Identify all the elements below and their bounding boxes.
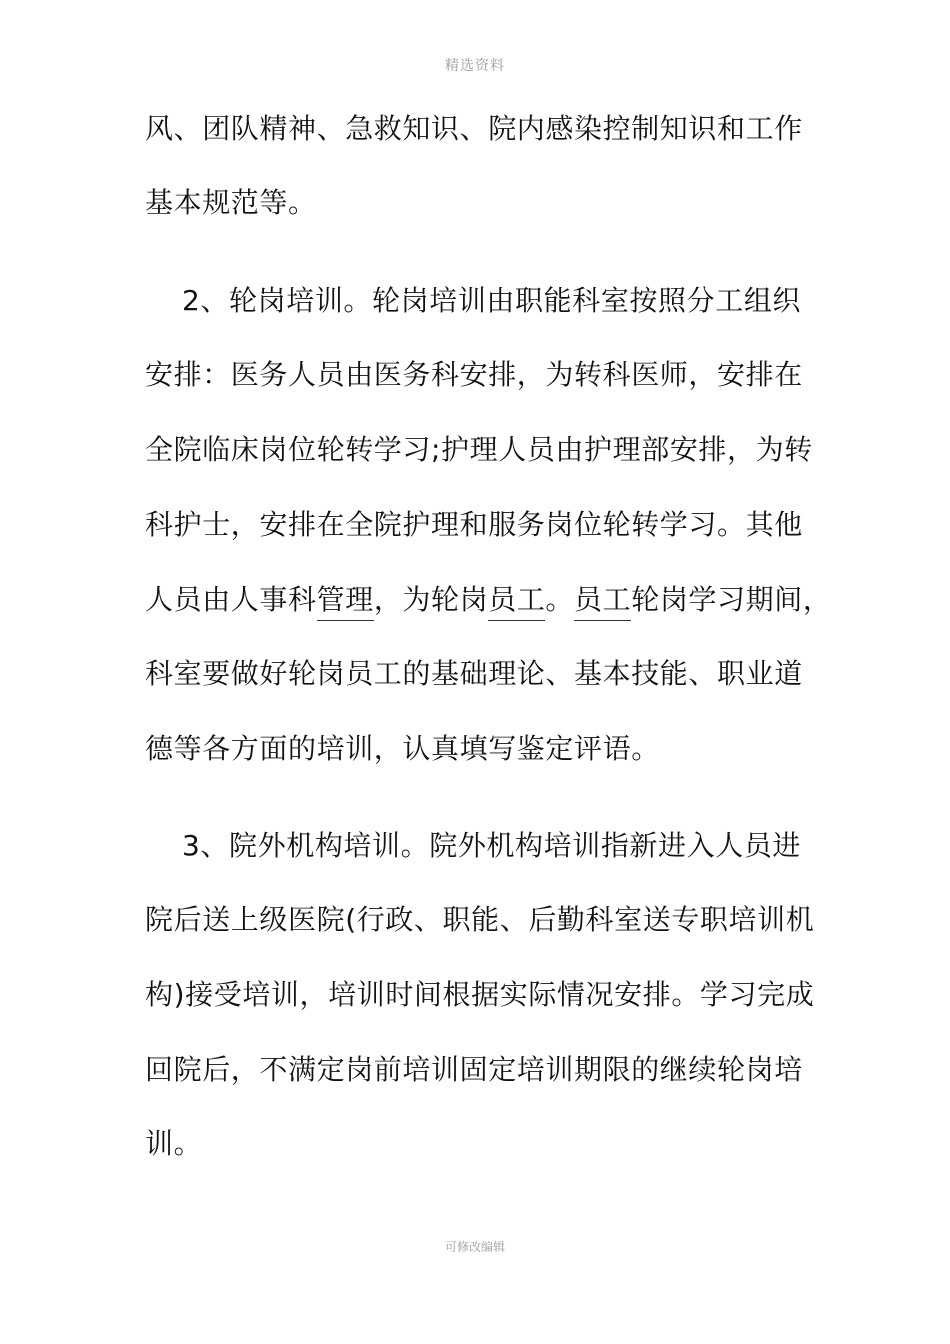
paragraph-line: 全院临床岗位轮转学习;护理人员由护理部安排，为转 — [145, 433, 813, 466]
paragraph-line: 风、团队精神、急救知识、院内感染控制知识和工作 — [145, 112, 803, 145]
text-segment: 。 — [545, 583, 575, 616]
page-header: 精选资料 — [445, 58, 505, 74]
paragraph-line: 基本规范等。 — [145, 186, 317, 219]
text-segment: 人员由人事科 — [145, 583, 317, 616]
paragraph-line: 2、轮岗培训。轮岗培训由职能科室按照分工组织 — [182, 284, 802, 317]
text-segment: ，为轮岗 — [373, 583, 489, 616]
paragraph-line: 安排：医务人员由医务科安排，为转科医师，安排在 — [145, 358, 803, 391]
underlined-text: 员工 — [574, 583, 631, 621]
paragraph-line: 训。 — [145, 1127, 203, 1160]
underlined-text: 员工 — [488, 583, 545, 621]
text-segment: 轮岗学习期间， — [631, 583, 832, 616]
paragraph-line: 科护士，安排在全院护理和服务岗位轮转学习。其他 — [145, 508, 803, 541]
paragraph-line: 3、院外机构培训。院外机构培训指新进入人员进 — [182, 829, 802, 862]
paragraph-line-underlined — [145, 582, 832, 618]
paragraph-line: 德等各方面的培训，认真填写鉴定评语。 — [145, 732, 660, 765]
paragraph-line: 科室要做好轮岗员工的基础理论、基本技能、职业道 — [145, 657, 803, 690]
paragraph-line: 院后送上级医院(行政、职能、后勤科室送专职培训机 — [145, 903, 815, 936]
paragraph-line: 构)接受培训，培训时间根据实际情况安排。学习完成 — [145, 978, 815, 1011]
underlined-text: 管理 — [317, 583, 374, 621]
page-footer: 可修改编辑 — [444, 1240, 505, 1254]
paragraph-line: 回院后，不满定岗前培训固定培训期限的继续轮岗培 — [145, 1053, 803, 1086]
